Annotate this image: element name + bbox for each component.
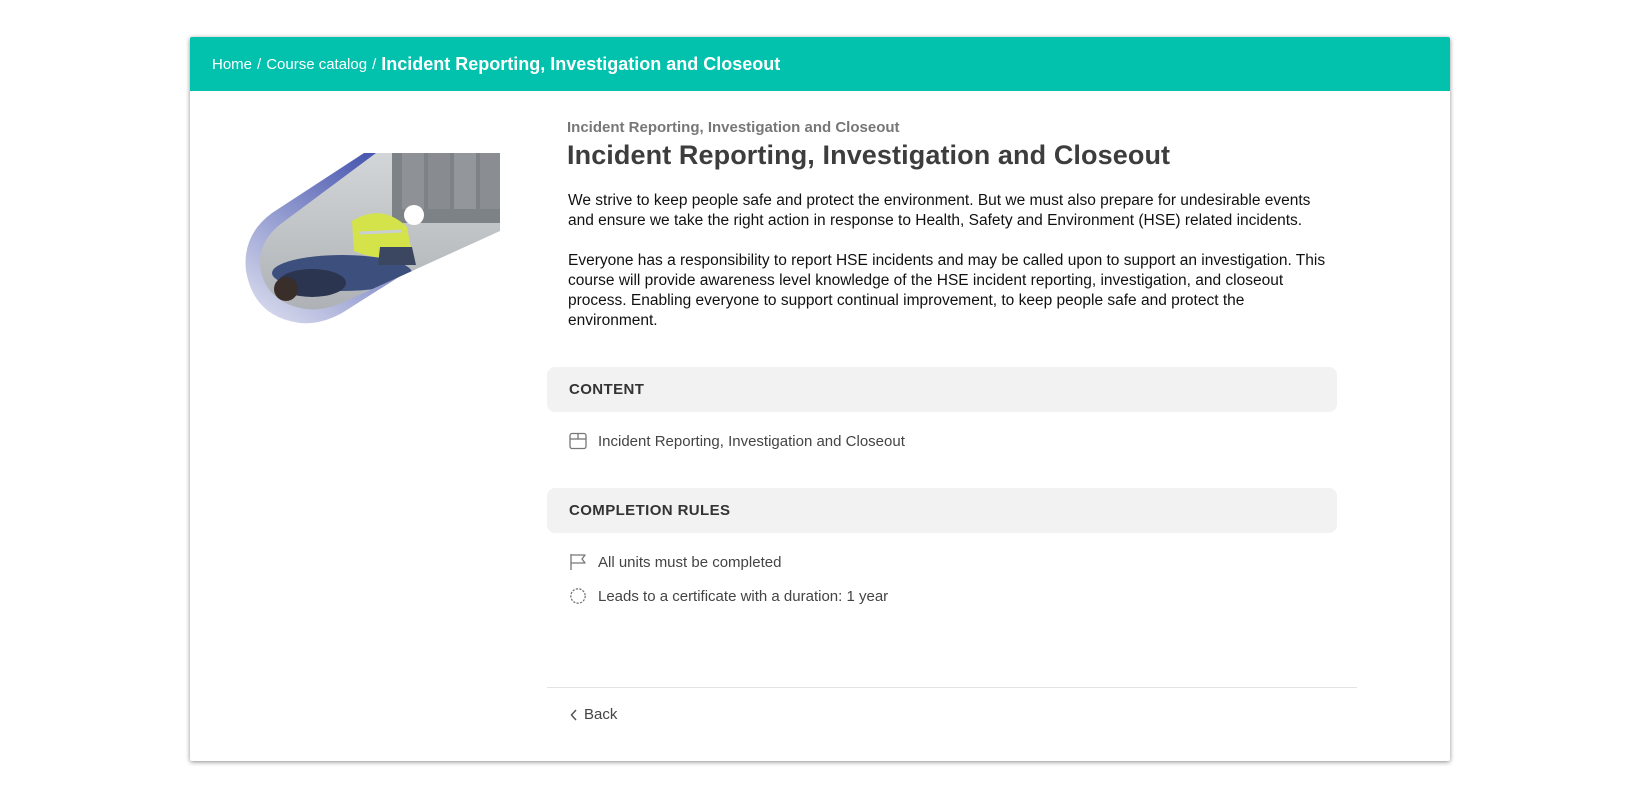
course-subtitle: Incident Reporting, Investigation and Closeout xyxy=(567,119,900,136)
description-paragraph: Everyone has a responsibility to report HSE incidents and may be called upon to support an investigation. This course will provide awareness level knowledge of the HSE incident reporting, investigation, and closeout process. Enabling everyone to support continual improvement, to keep people safe and protect the environment. xyxy=(568,252,1326,329)
certificate-icon xyxy=(569,587,587,605)
completion-rule-item xyxy=(569,587,888,605)
footer-divider xyxy=(547,687,1357,688)
description-paragraph: We strive to keep people safe and protect the environment. But we must also prepare for undesirable events and ensure we take the right action in response to Health, Safety and Environment (HSE) related incidents. xyxy=(568,192,1311,229)
content-unit-label: Incident Reporting, Investigation and Closeout xyxy=(598,432,905,450)
course-hero-image xyxy=(242,143,504,331)
content-section-header: CONTENT xyxy=(547,367,1337,412)
breadcrumb-current: Incident Reporting, Investigation and Closeout xyxy=(381,53,781,74)
completion-rules-section-header: COMPLETION RULES xyxy=(547,488,1337,533)
course-title: Incident Reporting, Investigation and Closeout xyxy=(567,140,1171,170)
chevron-left-icon xyxy=(569,708,579,722)
course-description xyxy=(568,191,1328,331)
back-label: Back xyxy=(584,706,618,723)
content-unit-item[interactable] xyxy=(569,432,905,450)
breadcrumb-separator: / xyxy=(372,55,377,73)
breadcrumb-separator: / xyxy=(257,55,262,73)
unit-box-icon xyxy=(569,432,587,450)
breadcrumb xyxy=(190,37,1450,91)
completion-rule-label: Leads to a certificate with a duration: 1 year xyxy=(598,587,889,605)
course-card xyxy=(190,37,1450,761)
breadcrumb-course-catalog[interactable]: Course catalog xyxy=(266,55,368,73)
flag-icon xyxy=(569,553,587,571)
breadcrumb-home[interactable]: Home xyxy=(212,55,253,73)
completion-rule-label: All units must be completed xyxy=(598,553,782,571)
completion-rule-item xyxy=(569,553,781,571)
back-button[interactable] xyxy=(569,706,617,723)
